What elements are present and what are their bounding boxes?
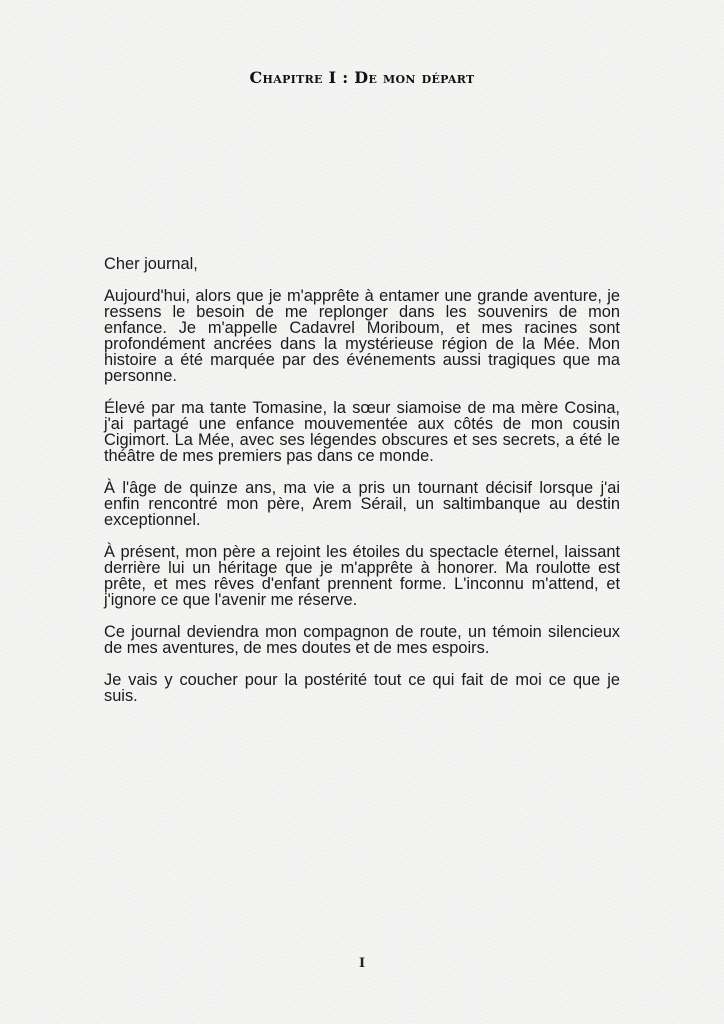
journal-body [104, 256, 620, 720]
journal-paragraph-1: Aujourd'hui, alors que je m'apprête à entamer une grande aventure, je ressens le besoin de me replonger dans les souvenirs de mon enfance. Je m'appelle Cadavrel Moriboum, et mes racines sont profondément ancrées dans la mystérieuse région de la Mée. Mon histoire a été marquée par des événements aussi tragiques que ma personne. [104, 287, 620, 385]
journal-paragraph-5: Ce journal deviendra mon compagnon de route, un témoin silencieux de mes aventures, de mes doutes et de mes espoirs. [104, 623, 620, 657]
journal-greeting: Cher journal, [104, 255, 198, 273]
journal-paragraph-3: À l'âge de quinze ans, ma vie a pris un tournant décisif lorsque j'ai enfin rencontré mon père, Arem Sérail, un saltimbanque au destin exceptionnel. [104, 479, 620, 529]
journal-paragraph-4: À présent, mon père a rejoint les étoiles du spectacle éternel, laissant derrière lui un héritage que je m'apprête à honorer. Ma roulotte est prête, et mes rêves d'enfant prennent forme. L'inconnu m'attend, et j'ignore ce que l'avenir me réserve. [104, 543, 620, 609]
chapter-title: Chapitre I : De mon départ [249, 68, 475, 87]
journal-paragraph-6: Je vais y coucher pour la postérité tout ce qui fait de moi ce que je suis. [104, 671, 620, 705]
page-number: I [358, 956, 366, 971]
journal-paragraph-2: Élevé par ma tante Tomasine, la sœur siamoise de ma mère Cosina, j'ai partagé une enfance mouvementée aux côtés de mon cousin Cigimort. La Mée, avec ses légendes obscures et ses secrets, a été le théâtre de mes premiers pas dans ce monde. [104, 399, 620, 465]
